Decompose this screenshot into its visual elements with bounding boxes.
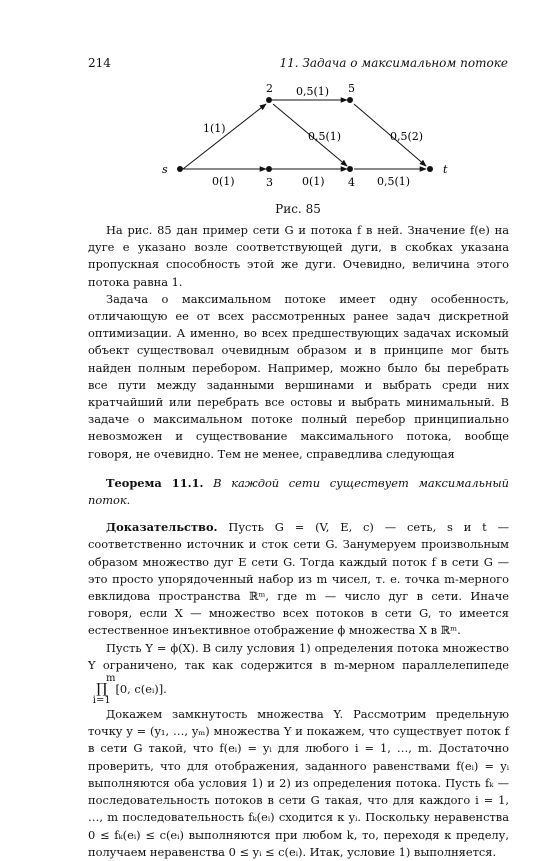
- product-symbol: m ∏ i=1: [92, 673, 116, 707]
- figure-caption: Рис. 85: [275, 202, 321, 216]
- node-label-s: s: [162, 163, 168, 176]
- edge-label-5-4: 0,5(2): [390, 130, 424, 143]
- proof-text: Пусть G = (V, E, c) — сеть, s и t — соответственно источник и сток сети G. Занумеруем произвольным образом множество дуг E сети G. Тогда каждый поток f в сети G — это просто упорядоченный набор из m чисел, т. е. точка m-мерного евклидова пространства ℝᵐ, где m — число дуг в сети. Иначе говоря, если X — множество всех потоков в сети G, то имеется естественное инъективное отображение ϕ множества X в ℝᵐ.: [88, 520, 509, 638]
- node-label-t: t: [443, 163, 448, 176]
- main-text: [88, 222, 509, 861]
- page-number: 214: [88, 56, 111, 70]
- proof-label: Доказательство.: [106, 520, 218, 535]
- paragraph-closedness: Докажем замкнутость множества Y. Рассмотрим предельную точку y = (y₁, …, yₘ) множества Y и покажем, что существует поток f в сети G такой, что f(eᵢ) = yᵢ для любого i = 1, …, m. Достаточно проверить, что для отображения, заданного равенствами f(eᵢ) = yᵢ выполняются оба условия 1) и 2) из определения потока. Пусть fₖ — последовательность потоков в сети G такая, что для каждого i = 1, …, m последовательность fₖ(eᵢ) сходится к yᵢ. Поскольку неравенства 0 ≤ fₖ(eᵢ) ≤ c(eᵢ) выполняются при любом k, то, переходя к пределу, получаем неравенства 0 ≤ yᵢ ≤ c(eᵢ). Итак, условие 1) выполняется.: [88, 707, 509, 859]
- node-2: [266, 97, 272, 103]
- edge-label-2-5: 0,5(1): [296, 85, 330, 98]
- node-label-2: 2: [266, 82, 273, 95]
- network-figure: [150, 80, 460, 195]
- node-t: [427, 166, 433, 172]
- node-label-4: 4: [348, 176, 355, 189]
- edge-s-2: [183, 104, 266, 169]
- paragraph-proof-start: [88, 519, 509, 639]
- edge-label-s-2: 1(1): [203, 122, 226, 135]
- paragraph-feature: Задача о максимальном потоке имеет одну особенность, отличающую ее от всех рассмотренных ранее задач дискретной оптимизации. А именно, во всех предшествующих задачах искомый объект существовал очевидным образом и в принципе мог быть найден полным перебором. Например, можно было бы перебрать все пути между заданными вершинами и выбрать среди них кратчайший или перебрать все остовы и выбрать минимальный. В задаче о максимальном потоке полный перебор принципиально невозможен и существование максимального потока, вообще говоря, не очевидно. Тем не менее, справедлива следующая: [88, 291, 509, 461]
- theorem-statement: В каждой сети существует максимальный поток.: [88, 475, 509, 508]
- node-4: [347, 166, 353, 172]
- product-range: [0, c(eᵢ)].: [115, 682, 167, 697]
- theorem: [88, 475, 509, 509]
- edge-label-4-t: 0,5(1): [377, 175, 411, 188]
- edge-label-s-3: 0(1): [212, 175, 235, 188]
- node-label-5: 5: [348, 82, 355, 95]
- node-3: [266, 166, 272, 172]
- paragraph-boundedness: [88, 640, 509, 706]
- node-label-3: 3: [266, 176, 273, 189]
- paragraph-example: На рис. 85 дан пример сети G и потока f в ней. Значение f(e) на дуге e указано возле соответствующей дуги, в скобках указана пропускная способность этой же дуги. Очевидно, величина этого потока равна 1.: [88, 223, 509, 289]
- boundedness-text: Пусть Y = ϕ(X). В силу условия 1) определения потока множество Y ограничено, так как содержится в m-мерном параллелепипеде: [88, 640, 509, 672]
- edge-label-3-4: 0(1): [302, 175, 325, 188]
- running-title: 11. Задача о максимальном потоке: [279, 56, 508, 70]
- node-s: [177, 166, 183, 172]
- page-header: [88, 56, 508, 72]
- theorem-label: Теорема 11.1.: [106, 475, 204, 490]
- edge-label-2-4: 0,5(1): [308, 130, 342, 143]
- node-5: [347, 97, 353, 103]
